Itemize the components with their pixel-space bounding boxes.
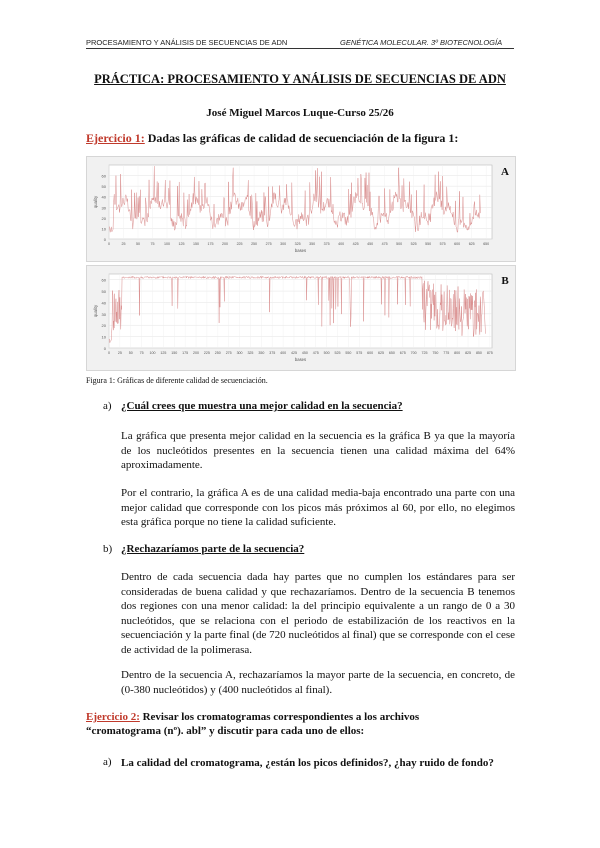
answer-b-paragraph-1: Dentro de cada secuencia dada hay partes que no cumplen los estándares para ser consideradas de buena calidad y que rechazaríamos. Dentro de la secuencia B tenemos dos regiones con una menor calidad: la del principio equivalente a un rango de 0 a 30 nucleótidos, que se relaciona con el periodo de estabilización de los reactivos en la secuenciación y la parte final (de 720 nucleótidos al final) que se corresponde con el cese de actividad de la polimerasa.: [121, 571, 515, 656]
x-tick-label: 150: [193, 242, 200, 246]
x-tick-label: 175: [182, 351, 189, 355]
x-tick-label: 525: [334, 351, 341, 355]
question-2a-marker: a): [103, 756, 112, 768]
x-tick-label: 75: [150, 242, 155, 246]
x-tick-label: 475: [312, 351, 319, 355]
x-tick-label: 325: [247, 351, 254, 355]
x-tick-label: 50: [128, 351, 133, 355]
header-right: GENÉTICA MOLECULAR. 3º BIOTECNOLOGÍA: [340, 38, 503, 47]
x-tick-label: 600: [454, 242, 461, 246]
x-tick-label: 225: [236, 242, 243, 246]
x-tick-label: 275: [225, 351, 232, 355]
x-tick-label: 525: [410, 242, 417, 246]
x-tick-label: 450: [301, 351, 308, 355]
y-tick-label: 20: [101, 215, 106, 221]
y-axis-label: quality: [93, 195, 98, 209]
x-tick-label: 275: [265, 242, 272, 246]
chart-label: B: [501, 275, 509, 287]
x-tick-label: 875: [486, 351, 493, 355]
x-tick-label: 25: [117, 351, 122, 355]
x-tick-label: 150: [171, 351, 178, 355]
x-tick-label: 400: [338, 242, 345, 246]
y-tick-label: 10: [101, 334, 106, 340]
x-tick-label: 500: [323, 351, 330, 355]
x-tick-label: 575: [439, 242, 446, 246]
x-tick-label: 350: [309, 242, 316, 246]
x-tick-label: 750: [432, 351, 439, 355]
y-tick-label: 60: [101, 173, 106, 179]
exercise-2-heading: [86, 711, 419, 723]
y-tick-label: 40: [101, 194, 106, 200]
x-tick-label: 450: [367, 242, 374, 246]
chart-b-frame: [86, 265, 516, 371]
x-tick-label: 50: [136, 242, 141, 246]
y-tick-label: 20: [101, 323, 106, 329]
exercise-2-line2: “cromatograma (nº). abl” y discutir para cada uno de ellos:: [86, 725, 365, 737]
chart-label: A: [501, 166, 509, 178]
y-tick-label: 30: [101, 205, 106, 211]
y-axis-label: quality: [93, 304, 98, 318]
y-tick-label: 10: [101, 226, 106, 232]
x-tick-label: 350: [258, 351, 265, 355]
question-b-text: ¿Rechazaríamos parte de la secuencia?: [121, 543, 305, 555]
y-tick-label: 30: [101, 311, 106, 317]
x-tick-label: 0: [108, 242, 110, 246]
plot-area: [109, 274, 492, 348]
x-axis-label: bases: [294, 357, 307, 362]
author-line: José Miguel Marcos Luque-Curso 25/26: [206, 107, 394, 119]
x-tick-label: 650: [483, 242, 490, 246]
x-tick-label: 825: [465, 351, 472, 355]
chart-a: [87, 157, 515, 261]
x-tick-label: 650: [388, 351, 395, 355]
x-tick-label: 125: [178, 242, 185, 246]
x-tick-label: 775: [443, 351, 450, 355]
x-axis-label: bases: [294, 248, 307, 253]
x-tick-label: 75: [139, 351, 144, 355]
y-tick-label: 40: [101, 300, 106, 306]
x-tick-label: 425: [290, 351, 297, 355]
x-tick-label: 625: [378, 351, 385, 355]
question-a-text: ¿Cuál crees que muestra una mejor calidad en la secuencia?: [121, 400, 403, 412]
x-tick-label: 300: [236, 351, 243, 355]
x-tick-label: 225: [203, 351, 210, 355]
header-rule: [86, 48, 514, 49]
x-tick-label: 175: [207, 242, 214, 246]
x-tick-label: 550: [345, 351, 352, 355]
x-tick-label: 625: [468, 242, 475, 246]
x-tick-label: 475: [381, 242, 388, 246]
page-title: PRÁCTICA: PROCESAMIENTO Y ANÁLISIS DE SECUENCIAS DE ADN: [94, 72, 506, 86]
answer-b-paragraph-2: Dentro de la secuencia A, rechazaríamos la mayor parte de la secuencia, en concreto, de (0-380 nucleótidos) y (400 nucleótidos al final).: [121, 669, 515, 696]
answer-a-paragraph-2: Por el contrario, la gráfica A es de una calidad media-baja encontrado una parte con una mejor calidad que corresponde con los picos más próximos al 60, por ello, no elegimos esta gráfica porque no tiene la calidad suficiente.: [121, 487, 515, 528]
figure-caption: Figura 1: Gráficas de diferente calidad de secuenciación.: [86, 376, 268, 385]
x-tick-label: 125: [160, 351, 167, 355]
y-tick-label: 50: [101, 289, 106, 295]
x-tick-label: 600: [367, 351, 374, 355]
x-tick-label: 575: [356, 351, 363, 355]
y-tick-label: 0: [103, 346, 106, 351]
exercise-1-label: Ejercicio 1:: [86, 131, 145, 145]
x-tick-label: 500: [396, 242, 403, 246]
chart-a-frame: [86, 156, 516, 262]
x-tick-label: 100: [149, 351, 156, 355]
x-tick-label: 850: [475, 351, 482, 355]
x-tick-label: 675: [399, 351, 406, 355]
y-tick-label: 0: [103, 237, 106, 242]
chart-b: [87, 266, 515, 370]
y-tick-label: 50: [101, 184, 106, 190]
exercise-1-text: Dadas las gráficas de calidad de secuenciación de la figura 1:: [144, 131, 459, 145]
x-tick-label: 375: [269, 351, 276, 355]
x-tick-label: 300: [280, 242, 287, 246]
x-tick-label: 250: [214, 351, 221, 355]
exercise-2-label: Ejercicio 2:: [86, 711, 140, 723]
x-tick-label: 375: [323, 242, 330, 246]
question-a-marker: a): [103, 400, 112, 412]
x-tick-label: 200: [193, 351, 200, 355]
x-tick-label: 100: [164, 242, 171, 246]
x-tick-label: 0: [108, 351, 110, 355]
x-tick-label: 200: [222, 242, 229, 246]
question-b-marker: b): [103, 543, 113, 555]
x-tick-label: 800: [454, 351, 461, 355]
y-tick-label: 60: [101, 277, 106, 283]
x-tick-label: 700: [410, 351, 417, 355]
x-tick-label: 425: [352, 242, 359, 246]
x-tick-label: 250: [251, 242, 258, 246]
x-tick-label: 550: [425, 242, 432, 246]
x-tick-label: 325: [294, 242, 301, 246]
answer-a-paragraph-1: La gráfica que presenta mejor calidad en la secuencia es la gráfica B ya que la mayoría de los nucleótidos presentes en la secuencia tienen una calidad máxima del 64% aproximadamente.: [121, 430, 515, 471]
exercise-2-text: Revisar los cromatogramas correspondientes a los archivos: [139, 711, 420, 723]
x-tick-label: 725: [421, 351, 428, 355]
header-left: PROCESAMIENTO Y ANÁLISIS DE SECUENCIAS DE ADN: [86, 38, 288, 47]
question-2a-text: La calidad del cromatograma, ¿están los picos definidos?, ¿hay ruido de fondo?: [121, 757, 494, 769]
exercise-1-heading: [86, 131, 458, 146]
x-tick-label: 25: [121, 242, 126, 246]
x-tick-label: 400: [280, 351, 287, 355]
